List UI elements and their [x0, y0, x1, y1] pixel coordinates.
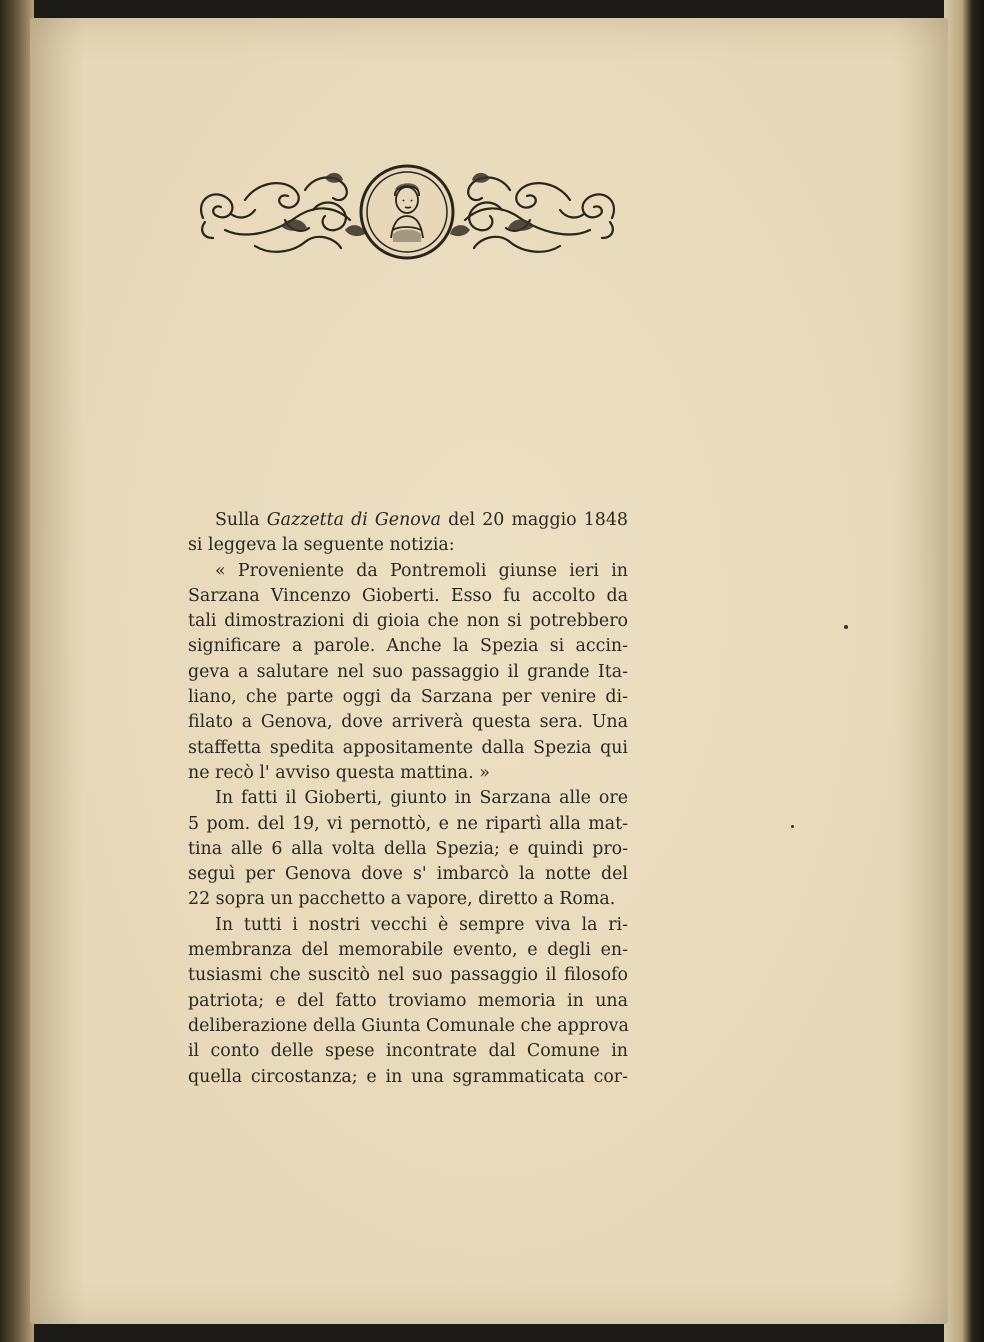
text-line: geva a salutare nel suo passaggio il grande Ita- [188, 661, 628, 682]
text-line: In fatti il Gioberti, giunto in Sarzana alle ore [215, 788, 628, 809]
text-line: significare a parole. Anche la Spezia si accin- [188, 636, 628, 657]
text-line: 22 sopra un pacchetto a vapore, diretto a Roma. [188, 889, 616, 910]
binding-edge [944, 0, 984, 1342]
text-line: tina alle 6 alla volta della Spezia; e quindi pro- [188, 838, 628, 859]
text-line: tusiasmi che suscitò nel suo passaggio il filosofo [188, 965, 628, 986]
text-line: liano, che parte oggi da Sarzana per venire di- [188, 687, 628, 708]
text-line: patriota; e del fatto troviamo memoria in una [188, 990, 628, 1011]
paragraph-2 [188, 559, 628, 787]
text-line: In tutti i nostri vecchi è sempre viva la ri- [215, 914, 628, 935]
text-line: Sulla Gazzetta di Genova del 20 maggio 1848 [215, 510, 628, 530]
text-line: il conto delle spese incontrate dal Comune in [188, 1041, 628, 1062]
text-line: quella circostanza; e in una sgrammaticata cor- [188, 1066, 628, 1087]
headpiece-ornament-icon [185, 160, 630, 270]
text-line: ne recò l' avviso questa mattina. » [188, 762, 490, 783]
text-line: membranza del memorabile evento, e degli en- [188, 940, 628, 961]
paper-speck [844, 625, 848, 629]
text-line: staffetta spedita appositamente dalla Spezia qui [188, 737, 628, 758]
page-text [188, 508, 628, 1090]
paragraph-1 [188, 508, 628, 559]
newspaper-title: Gazzetta di Genova [266, 510, 441, 530]
text-line: Sarzana Vincenzo Gioberti. Esso fu accolto da [188, 585, 628, 606]
text-line: filato a Genova, dove arriverà questa sera. Una [188, 712, 628, 733]
text-line: deliberazione della Giunta Comunale che approva [188, 1015, 629, 1036]
text-line: si leggeva la seguente notizia: [188, 535, 455, 556]
text-line: « Proveniente da Pontremoli giunse ieri in [215, 560, 628, 581]
gutter-edge [0, 0, 34, 1342]
paragraph-4 [188, 913, 628, 1090]
paragraph-3 [188, 786, 628, 912]
text-line: 5 pom. del 19, vi pernottò, e ne ripartì alla mat- [188, 813, 628, 834]
text-line: seguì per Genova dove s' imbarcò la notte del [188, 864, 628, 885]
text-line: tali dimostrazioni di gioia che non si potrebbero [188, 611, 628, 632]
paper-speck [791, 825, 794, 828]
